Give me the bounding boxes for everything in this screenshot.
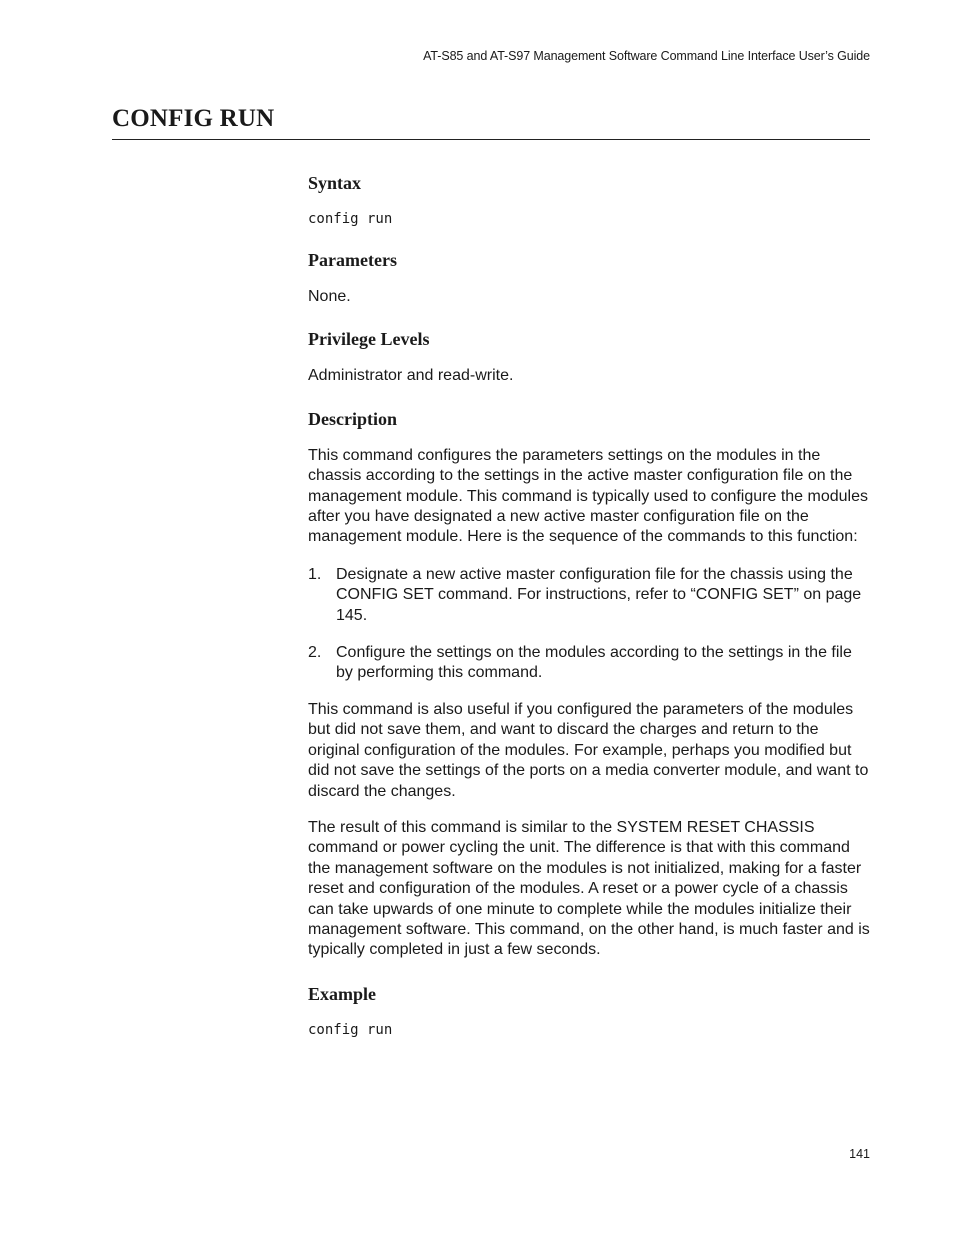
example-heading: Example (308, 983, 377, 1004)
page-title: CONFIG RUN (112, 105, 275, 132)
main-content (308, 172, 870, 1040)
steps-list (308, 565, 870, 684)
list-item (308, 565, 870, 626)
privilege-levels-text: Administrator and read-write. (308, 367, 514, 385)
description-paragraph: This command is also useful if you configured the parameters of the modules but did not save them, and want to discard the charges and return to the original configuration of the modules. For example, perhaps you modified but did not save the settings of the ports on a media converter module, and want to discard the changes. (308, 700, 869, 800)
step-text: Configure the settings on the modules according to the settings in the file by performing this command. (336, 644, 852, 682)
step-number: 1. (308, 565, 322, 583)
syntax-code: config run (308, 211, 393, 227)
syntax-heading: Syntax (308, 173, 362, 193)
privilege-levels-heading: Privilege Levels (308, 329, 430, 350)
parameters-text: None. (308, 288, 351, 305)
page-number: 141 (849, 1147, 870, 1161)
list-item (308, 643, 870, 684)
title-divider (112, 139, 870, 140)
example-code: config run (308, 1021, 393, 1038)
description-intro: This command configures the parameters settings on the modules in the chassis according to the settings in the active master configuration file on the management module. This command is typically used to configure the modules after you have designated a new active master configuration file on the management module. Here is the sequence of the commands to this function: (308, 446, 868, 546)
description-paragraph: The result of this command is similar to the SYSTEM RESET CHASSIS command or power cycling the unit. The difference is that with this command the management software on the modules is not initialized, making for a faster reset and configuration of the modules. A reset or a power cycle of a chassis can take upwards of one minute to complete while the modules initialize their management software. This command, on the other hand, is much faster and is typically completed in just a few seconds. (308, 818, 870, 959)
step-number: 2. (308, 644, 322, 662)
running-header: AT-S85 and AT-S97 Management Software Command Line Interface User’s Guide (423, 49, 870, 63)
description-heading: Description (308, 408, 397, 429)
step-text: Designate a new active master configuration file for the chassis using the CONFIG SET command. For instructions, refer to “CONFIG SET” on page 145. (336, 565, 862, 624)
parameters-heading: Parameters (308, 250, 397, 270)
